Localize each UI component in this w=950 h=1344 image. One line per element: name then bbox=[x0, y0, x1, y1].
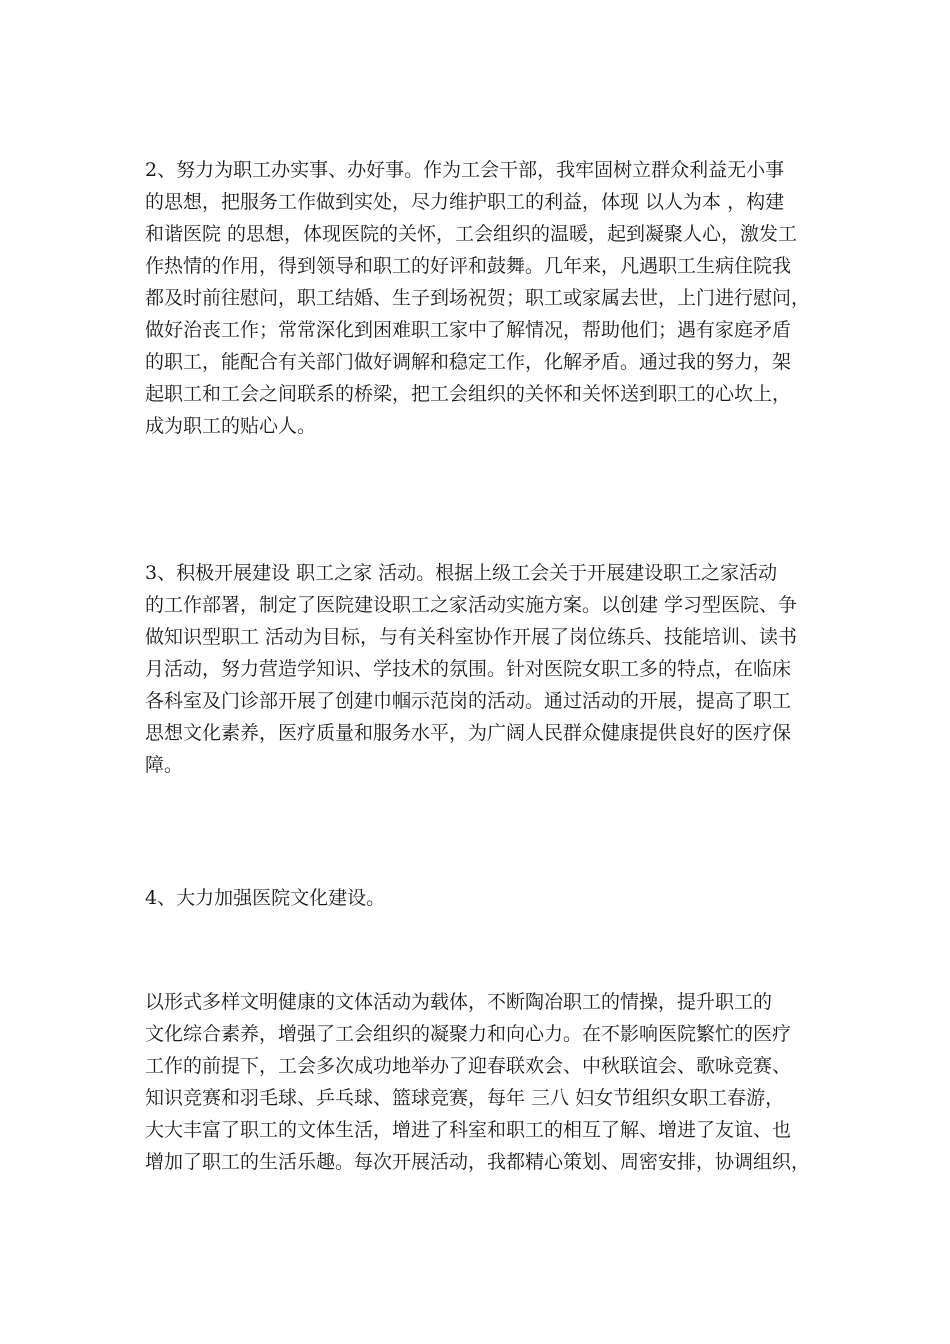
text-line: 以形式多样文明健康的文体活动为载体，不断陶冶职工的情操，提升职工的 bbox=[145, 991, 773, 1013]
paragraph-2-serve-workers bbox=[145, 154, 813, 442]
text-line: 的思想，把服务工作做到实处，尽力维护职工的利益，体现 以人为本 ，构建 bbox=[145, 191, 785, 213]
text-line: 2、努力为职工办实事、办好事。作为工会干部，我牢固树立群众利益无小事 bbox=[145, 159, 785, 181]
text-line: 各科室及门诊部开展了创建巾帼示范岗的活动。通过活动的开展，提高了职工 bbox=[145, 690, 792, 712]
text-line: 月活动，努力营造学知识、学技术的氛围。针对医院女职工多的特点，在临床 bbox=[145, 658, 792, 680]
text-line: 文化综合素养，增强了工会组织的凝聚力和向心力。在不影响医院繁忙的医疗 bbox=[145, 1023, 792, 1045]
paragraph-3-workers-home bbox=[145, 557, 813, 781]
section-heading: 4、大力加强医院文化建设。 bbox=[145, 887, 386, 909]
text-line: 做好治丧工作；常常深化到困难职工家中了解情况，帮助他们；遇有家庭矛盾 bbox=[145, 319, 792, 341]
text-line: 的职工，能配合有关部门做好调解和稳定工作，化解矛盾。通过我的努力，架 bbox=[145, 351, 792, 373]
text-line: 和谐医院 的思想，体现医院的关怀，工会组织的温暖，起到凝聚人心，激发工 bbox=[145, 223, 798, 245]
text-line: 大大丰富了职工的文体生活，增进了科室和职工的相互了解、增进了友谊、也 bbox=[145, 1119, 792, 1141]
paragraph-5-cultural-activities bbox=[145, 986, 813, 1178]
text-line: 障。 bbox=[145, 754, 184, 776]
text-line: 成为职工的贴心人。 bbox=[145, 415, 317, 437]
text-line: 增加了职工的生活乐趣。每次开展活动，我都精心策划、周密安排，协调组织， bbox=[145, 1151, 811, 1173]
text-line: 都及时前往慰问，职工结婚、生子到场祝贺；职工或家属去世，上门进行慰问， bbox=[145, 287, 811, 309]
text-line: 起职工和工会之间联系的桥梁，把工会组织的关怀和关怀送到职工的心坎上， bbox=[145, 383, 792, 405]
text-line: 工作的前提下，工会多次成功地举办了迎春联欢会、中秋联谊会、歌咏竞赛、 bbox=[145, 1055, 792, 1077]
text-line: 做知识型职工 活动为目标，与有关科室协作开展了岗位练兵、技能培训、读书 bbox=[145, 626, 798, 648]
text-line: 思想文化素养，医疗质量和服务水平，为广阔人民群众健康提供良好的医疗保 bbox=[145, 722, 792, 744]
paragraph-4-heading bbox=[145, 882, 813, 914]
text-line: 的工作部署，制定了医院建设职工之家活动实施方案。以创建 学习型医院、争 bbox=[145, 594, 798, 616]
text-line: 作热情的作用，得到领导和职工的好评和鼓舞。几年来，凡遇职工生病住院我 bbox=[145, 255, 792, 277]
text-line: 知识竞赛和羽毛球、乒乓球、篮球竞赛，每年 三八 妇女节组织女职工春游， bbox=[145, 1087, 785, 1109]
text-line: 3、积极开展建设 职工之家 活动。根据上级工会关于开展建设职工之家活动 bbox=[145, 562, 778, 584]
